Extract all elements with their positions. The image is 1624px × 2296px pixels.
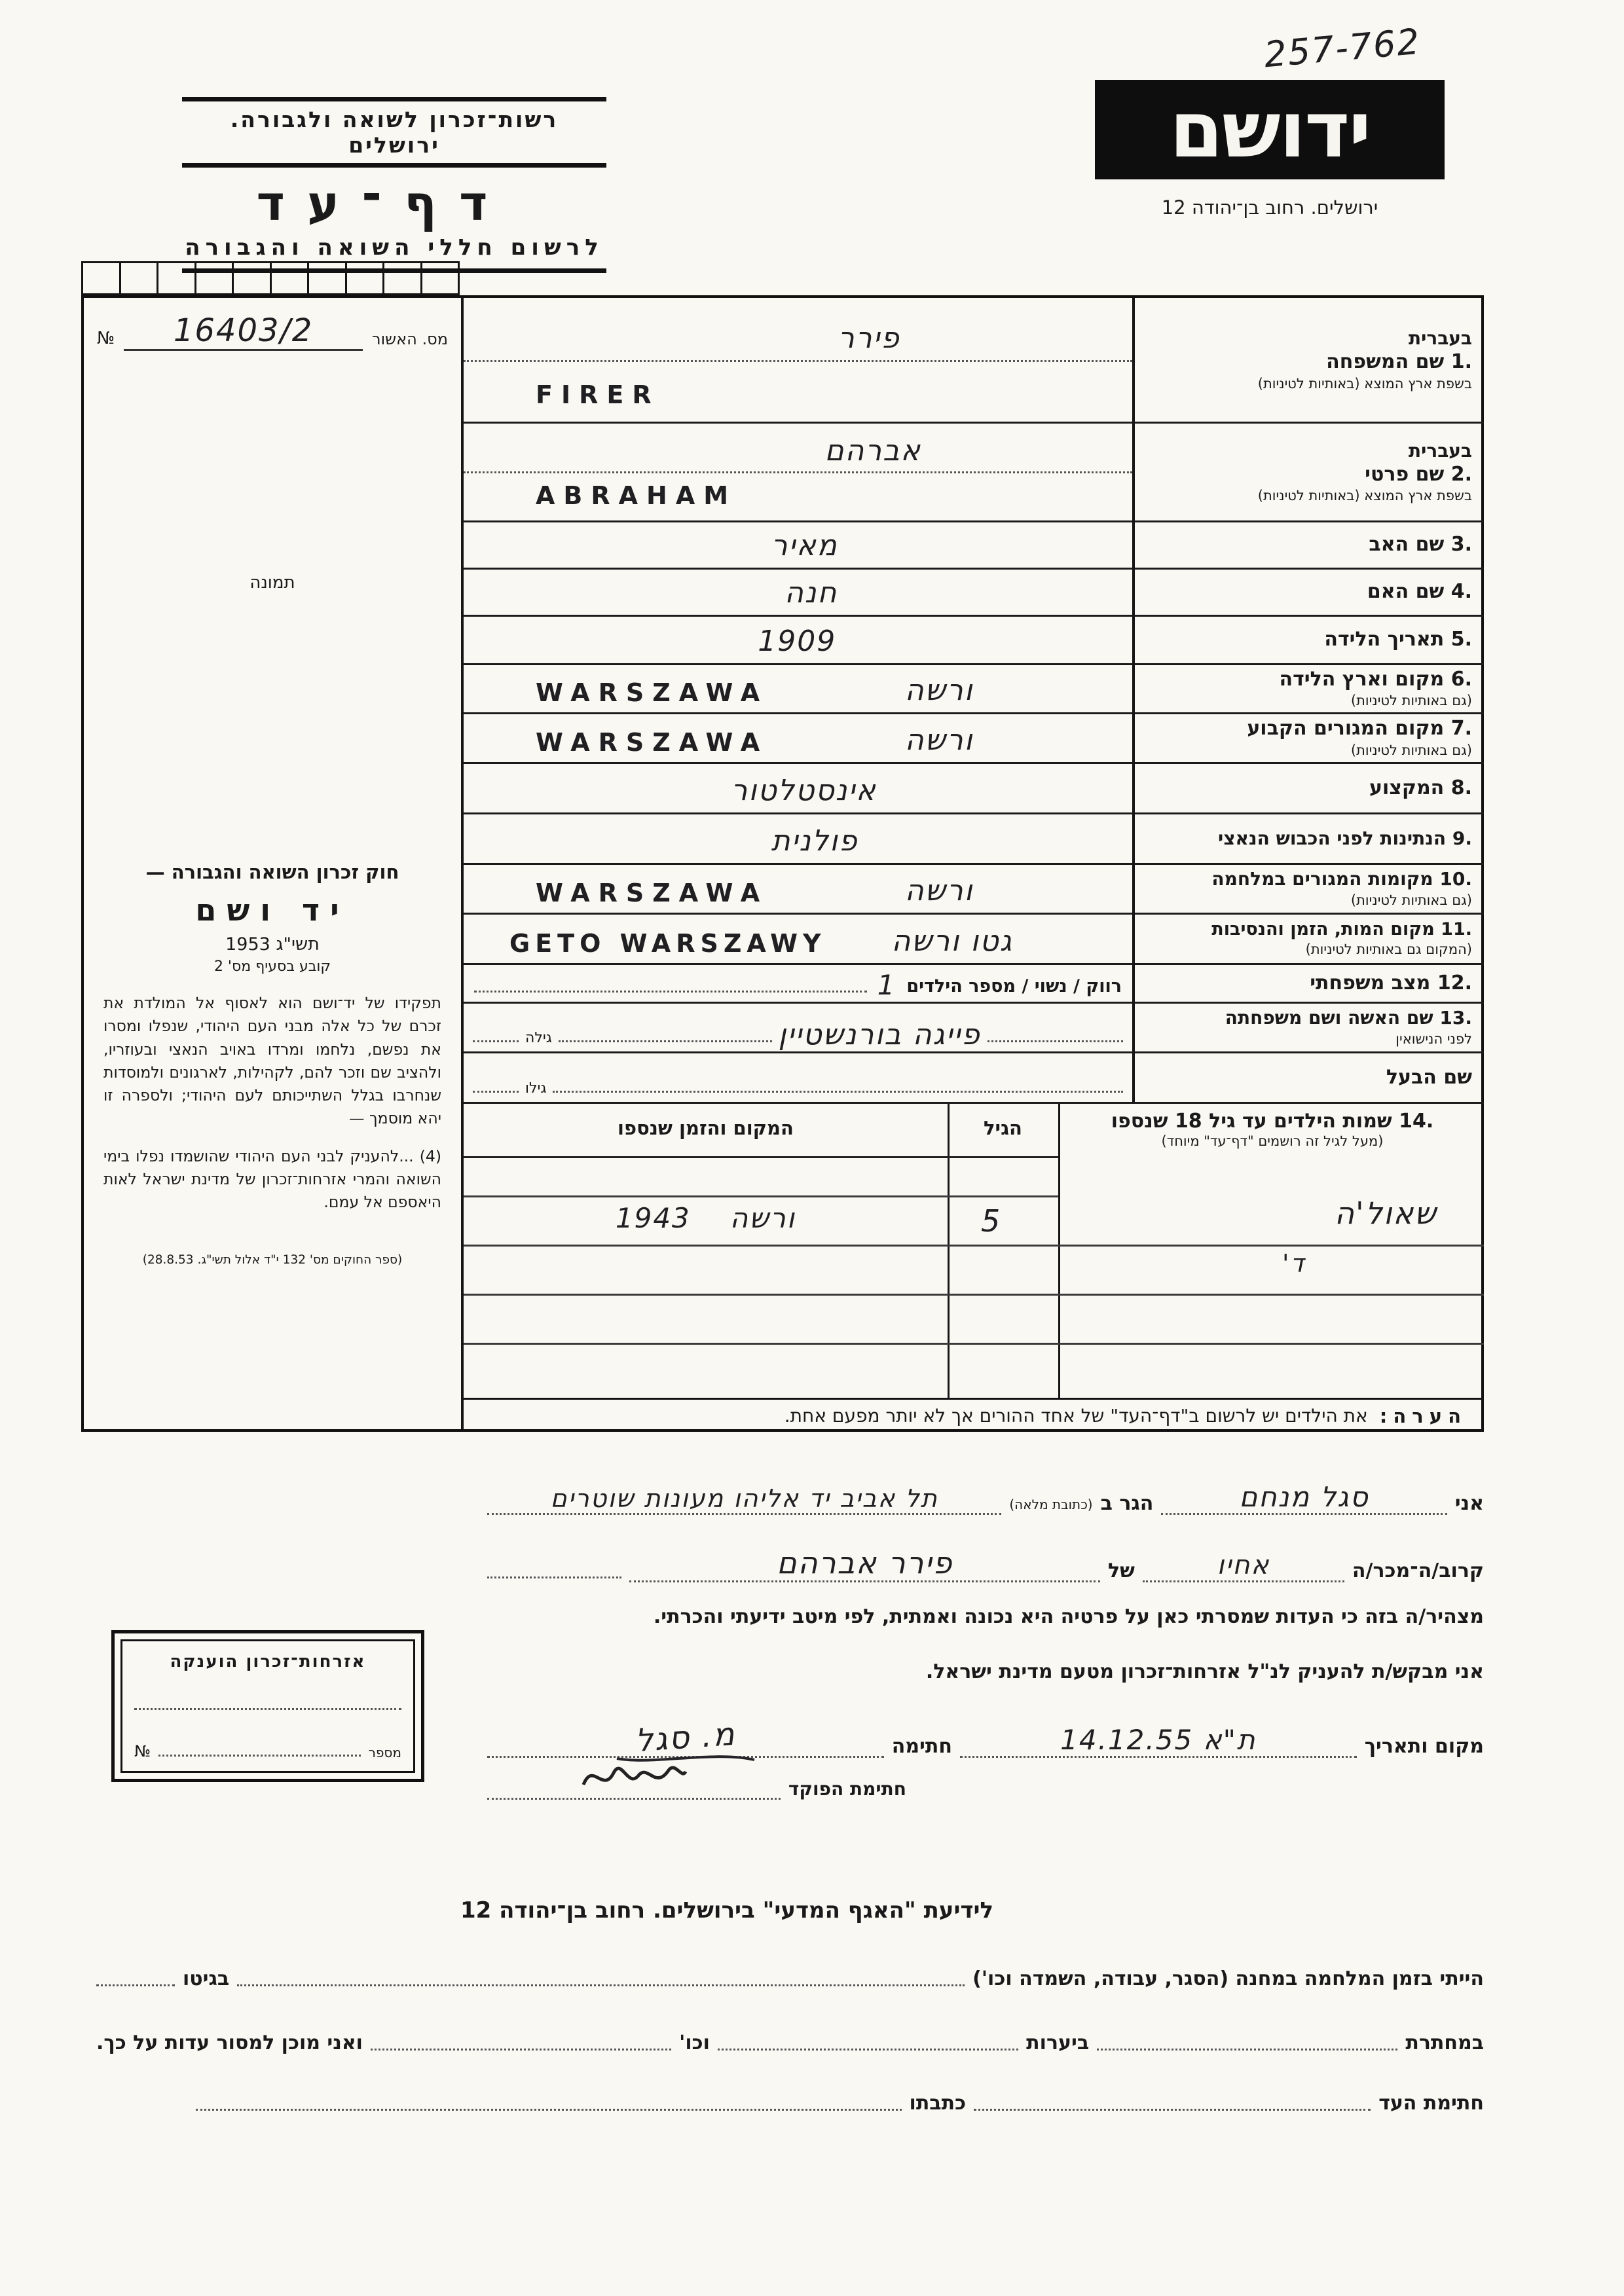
logo-address-line: ירושלים. רחוב בן־יהודה 12 bbox=[1161, 196, 1378, 219]
dotted-line bbox=[473, 1082, 519, 1093]
field-number: 10. bbox=[1439, 868, 1472, 890]
dotted-line bbox=[559, 1031, 772, 1042]
dotted-line bbox=[371, 2030, 671, 2050]
children-row-line bbox=[464, 1245, 1484, 1247]
dotted-line bbox=[1097, 2030, 1397, 2050]
field-label-text: מקום המות, הזמן והנסיבות bbox=[1211, 919, 1435, 940]
witness-name-line bbox=[1161, 1481, 1447, 1515]
field-sublabel: (גם באותיות לטיניות) bbox=[1350, 693, 1472, 709]
children-header-underline bbox=[464, 1156, 1058, 1158]
field-6-label bbox=[1135, 665, 1484, 714]
relation-handwriting: אחיו bbox=[1217, 1550, 1270, 1580]
code-cell bbox=[345, 263, 383, 293]
note-prefix: הערה: bbox=[1379, 1404, 1467, 1427]
field-sublabel: לפני הנישואין bbox=[1395, 1030, 1472, 1047]
related-person-line bbox=[629, 1545, 1100, 1582]
field-12-label bbox=[1135, 965, 1484, 1004]
field-12-answer bbox=[464, 965, 1132, 1004]
code-cell bbox=[307, 263, 345, 293]
child-death-year-handwriting: 1943 bbox=[615, 1202, 691, 1234]
birth-date-handwriting: 1909 bbox=[758, 625, 837, 658]
field-sublabel: (מעל לגיל זה רושמים "דף־עד" מיוחד) bbox=[1161, 1133, 1384, 1149]
dotted-line bbox=[974, 2090, 1371, 2111]
field-8-label bbox=[1135, 764, 1484, 814]
law-title-line4: קובע בסעיף מס' 2 bbox=[213, 958, 331, 975]
yad-vashem-logo bbox=[1095, 80, 1445, 179]
code-strip bbox=[81, 261, 460, 295]
children-age-header: הגיל bbox=[984, 1117, 1022, 1139]
field-label-text: שם האב bbox=[1369, 533, 1445, 556]
grant-box-title: אזרחות־זכרון הוענקה bbox=[170, 1652, 366, 1671]
form-subtitle: לרשום חללי השואה והגבורה bbox=[185, 234, 604, 261]
husband-age-label: גילו bbox=[525, 1080, 547, 1097]
of-label: של bbox=[1108, 1559, 1135, 1582]
field-label-text: שם פרטי bbox=[1365, 462, 1445, 486]
field-2-label bbox=[1135, 424, 1484, 522]
declaration-statement: מצהיר/ה בזה כי העדות שמסרתי כאן על פרטיה היא נכונה ואמתית, לפי מיטב ידיעתי והכרתי. bbox=[653, 1605, 1484, 1628]
certificate-label: מס. האשור bbox=[372, 330, 448, 348]
citizenship-handwriting: פולנית bbox=[771, 824, 858, 858]
ghetto-label: בגיטו bbox=[183, 1967, 230, 1990]
field-8-answer bbox=[464, 764, 1132, 814]
children-row-line bbox=[464, 1195, 1058, 1197]
relation-label: קרוב/ה־מכר/ה bbox=[1352, 1559, 1484, 1582]
child-age-handwriting: 5 bbox=[981, 1203, 1002, 1239]
dotted-line bbox=[553, 1082, 1123, 1093]
field-sublabel: (גם באותיות לטיניות) bbox=[1350, 742, 1472, 758]
field-label-text: תאריך הלידה bbox=[1324, 628, 1445, 651]
law-title-line2: יד ושם bbox=[195, 892, 350, 928]
field-number: 7. bbox=[1450, 717, 1472, 740]
field-7-label bbox=[1135, 714, 1484, 764]
dotted-line bbox=[718, 2030, 1018, 2050]
field-number: 12. bbox=[1437, 971, 1472, 994]
field-label-text: שם האשה ושם משפחתה bbox=[1225, 1007, 1433, 1029]
dotted-line bbox=[474, 981, 867, 993]
death-place-latin-handwriting: GETO WARSZAWY bbox=[509, 929, 826, 958]
children-row-line bbox=[464, 1343, 1484, 1345]
field-sublabel: בשפת ארץ המוצא (באותיות לטיניות) bbox=[1257, 375, 1472, 392]
wife-age-label: גילה bbox=[525, 1030, 552, 1046]
field-number: 5. bbox=[1450, 628, 1472, 651]
underground-label: במחתרת bbox=[1405, 2031, 1484, 2054]
left-column bbox=[84, 298, 461, 1429]
husband-name-label bbox=[1135, 1053, 1484, 1104]
war-residence-latin-handwriting: WARSZAWA bbox=[536, 879, 769, 907]
law-body: תפקידו של יד־ושם הוא לאסוף אל המולדת את זכרם של כל אלה מבני העם היהודי, שנפלו ומסרו את נפשם, נלחמו ומרדו באויב הנאצי ובעוזריו, ולהציב שם וזכר להם, לקהילות, לארגונים ולמוסדות שנחרבו בגלל השתייכותם לעם היהודי; ולספרה זו יהא מוסמך — bbox=[103, 994, 441, 1128]
full-address-note: (כתובת מלאה) bbox=[1009, 1497, 1093, 1512]
witness-address-label: כתבתו bbox=[909, 2091, 967, 2115]
code-cell bbox=[382, 263, 420, 293]
dotted-line bbox=[473, 1031, 519, 1042]
answer-ruling-line bbox=[464, 424, 1132, 473]
field-label-text: הנתינות לפני הכבוש הנאצי bbox=[1218, 827, 1447, 849]
first-name-hebrew-handwriting: אברהם bbox=[824, 434, 921, 467]
field-5-label bbox=[1135, 617, 1484, 665]
children-section bbox=[464, 1104, 1484, 1398]
wife-name-handwriting: פייגה בורנשטיין bbox=[778, 1017, 981, 1051]
field-label-text: מקום וארץ הלידה bbox=[1279, 667, 1445, 691]
registrar-signature-row bbox=[487, 1778, 906, 1800]
related-person-handwriting: פירר אברהם bbox=[776, 1545, 953, 1580]
war-residence-hebrew-handwriting: ורשה bbox=[904, 874, 974, 907]
answers-column bbox=[464, 298, 1132, 1104]
field-number: 1. bbox=[1450, 350, 1472, 374]
field-label-column bbox=[1135, 298, 1484, 1104]
field-label-text: שמות הילדים עד גיל 18 שנספו bbox=[1111, 1110, 1392, 1133]
declaration-request: אני מבקש/ת להעניק לנ"ל אזרחות־זכרון מטעם מדינת ישראל. bbox=[925, 1660, 1484, 1683]
scientific-division-title: לידיעת "האגף המדעי" בירושלים. רחוב בן־יהודה 12 bbox=[460, 1897, 994, 1923]
code-cell bbox=[119, 263, 157, 293]
field-4-answer bbox=[464, 570, 1132, 617]
field-number: 13. bbox=[1439, 1007, 1472, 1029]
hebrew-tag: בעברית bbox=[1408, 439, 1472, 462]
registrar-label: חתימת הפוקד bbox=[788, 1778, 906, 1800]
profession-handwriting: אינסטלטור bbox=[731, 774, 877, 807]
field-label-text: מצב משפחתי bbox=[1310, 971, 1431, 994]
field-label-text: המקצוע bbox=[1369, 776, 1445, 799]
certificate-number-row bbox=[84, 298, 461, 351]
field-label-text: שם האם bbox=[1367, 580, 1445, 604]
grant-numero-sign: № bbox=[134, 1741, 151, 1760]
children-age-col-line bbox=[948, 1104, 950, 1398]
code-cell bbox=[194, 263, 232, 293]
field-label-text: שם המשפחה bbox=[1326, 350, 1445, 374]
code-cell bbox=[420, 263, 458, 293]
witness-address-line bbox=[487, 1484, 1001, 1515]
footer-line-witness-signature bbox=[96, 2090, 1484, 2115]
corner-number-handwriting: 257-762 bbox=[1262, 20, 1422, 76]
residence-latin-handwriting: WARSZAWA bbox=[536, 728, 769, 757]
footer-line-camp bbox=[96, 1965, 1484, 1990]
field-label-text: מקומות המגורים במלחמה bbox=[1211, 868, 1433, 890]
grant-number-label: מספר bbox=[368, 1744, 401, 1760]
dotted-line bbox=[134, 1700, 401, 1711]
field-number: 8. bbox=[1450, 776, 1472, 799]
field-number: 9. bbox=[1452, 827, 1472, 849]
witness-address-handwriting: תל אביב יד אליהו מעונות שוטרים bbox=[550, 1484, 938, 1513]
field-13-label bbox=[1135, 1004, 1484, 1053]
grant-box-inner bbox=[120, 1639, 415, 1773]
mother-name-handwriting: חנה bbox=[784, 576, 838, 610]
field-1-label bbox=[1135, 298, 1484, 424]
header-rule-top bbox=[182, 97, 606, 101]
children-row-line bbox=[464, 1294, 1484, 1296]
memorial-authority-line: רשות־זכרון לשואה ולגבורה. ירושלים bbox=[230, 107, 559, 158]
camp-label: הייתי בזמן המלחמה במחנה (הסגר, עבודה, השמדה וכו') bbox=[972, 1967, 1484, 1990]
children-names-col-line bbox=[1058, 1104, 1060, 1398]
answer-ruling-line bbox=[464, 298, 1132, 362]
field-sublabel: (גם באותיות לטיניות) bbox=[1350, 892, 1472, 908]
child-name-handwriting: שאול'ה bbox=[1335, 1195, 1437, 1231]
law-title-line3: תשי"ג 1953 bbox=[225, 934, 320, 955]
father-name-handwriting: מאיר bbox=[771, 529, 838, 562]
forests-label: ביערות bbox=[1026, 2031, 1090, 2054]
field-number: 11. bbox=[1441, 919, 1472, 940]
place-date-line bbox=[960, 1724, 1357, 1758]
field-11-answer bbox=[464, 915, 1132, 965]
field-3-label bbox=[1135, 522, 1484, 570]
code-cell bbox=[83, 263, 119, 293]
photo-label: תמונה bbox=[249, 573, 295, 592]
witness-name-handwriting: סגל מנחם bbox=[1239, 1481, 1369, 1513]
field-number: 3. bbox=[1450, 533, 1472, 556]
ready-to-testify-label: ואני מוכן למסור עדות על כך. bbox=[96, 2031, 363, 2054]
header-title-block bbox=[182, 97, 606, 273]
note-text: את הילדים יש לרשום ב"דף־העד" של אחד ההורים אך לא יותר מפעם אחת. bbox=[784, 1405, 1368, 1427]
registrar-signature-scribble bbox=[578, 1756, 690, 1798]
husband-answer-row bbox=[464, 1053, 1132, 1104]
child-place-entry bbox=[464, 1202, 948, 1234]
field-5-answer bbox=[464, 617, 1132, 665]
dotted-line bbox=[237, 1965, 965, 1986]
law-title-line1: חוק זכרון השואה והגבורה — bbox=[145, 861, 399, 883]
code-cell bbox=[157, 263, 194, 293]
field-sublabel: (המקום גם באותיות לטיניות) bbox=[1305, 941, 1472, 958]
birth-place-hebrew-handwriting: ורשה bbox=[904, 674, 974, 707]
hebrew-tag: בעברית bbox=[1408, 327, 1472, 350]
field-number: 4. bbox=[1450, 580, 1472, 604]
field-number: 2. bbox=[1450, 462, 1472, 486]
children-place-header: המקום והזמן שנספו bbox=[618, 1117, 794, 1139]
dotted-line bbox=[987, 1031, 1123, 1042]
marital-status-options: רווק / נשוי / מספר הילדים bbox=[906, 976, 1122, 996]
field-6-answer bbox=[464, 665, 1132, 714]
i-label: אני bbox=[1454, 1492, 1484, 1515]
field-14-label bbox=[1066, 1110, 1479, 1150]
place-date-handwriting: ת"א 14.12.55 bbox=[1060, 1724, 1257, 1756]
field-1-answer bbox=[464, 298, 1132, 424]
field-sublabel: בשפת ארץ המוצא (באותיות לטיניות) bbox=[1257, 488, 1472, 504]
family-name-hebrew-handwriting: פירר bbox=[838, 321, 900, 355]
footer-line-underground bbox=[96, 2030, 1484, 2054]
field-label-text: מקום המגורים הקבוע bbox=[1247, 717, 1445, 740]
field-number: 14. bbox=[1399, 1110, 1434, 1133]
field-9-label bbox=[1135, 814, 1484, 865]
code-cell bbox=[270, 263, 308, 293]
field-label-text: שם הבעל bbox=[1386, 1065, 1472, 1089]
signature-label: חתימה bbox=[891, 1735, 952, 1758]
witness-signature-handwriting: מ. סגל bbox=[634, 1715, 737, 1760]
law-block bbox=[84, 861, 461, 1267]
note-row bbox=[464, 1398, 1484, 1429]
death-place-hebrew-handwriting: גטו ורשה bbox=[891, 924, 1013, 958]
dotted-line bbox=[487, 1558, 621, 1579]
family-name-latin-handwriting: FIRER bbox=[536, 380, 660, 409]
field-10-label bbox=[1135, 865, 1484, 915]
certificate-line bbox=[124, 312, 363, 351]
certificate-number-handwriting: 16403/2 bbox=[173, 312, 314, 349]
field-4-label bbox=[1135, 570, 1484, 617]
header-rule-mid bbox=[182, 163, 606, 168]
registrar-signature-line bbox=[487, 1798, 781, 1800]
field-13-answer bbox=[464, 1004, 1132, 1053]
field-10-answer bbox=[464, 865, 1132, 915]
relation-line bbox=[1143, 1550, 1344, 1582]
child-death-place-handwriting: ורשה bbox=[729, 1202, 796, 1234]
numero-sign: № bbox=[97, 329, 115, 348]
resides-label: הגר ב bbox=[1100, 1492, 1154, 1515]
yad-vashem-logo-text: ידושם bbox=[1169, 84, 1371, 175]
etc-label: וכו' bbox=[679, 2031, 710, 2054]
declaration-line-1 bbox=[487, 1481, 1484, 1515]
field-number: 6. bbox=[1450, 667, 1472, 691]
grant-box-number-row bbox=[134, 1742, 401, 1760]
dotted-line bbox=[96, 1965, 175, 1986]
law-footnote: (ספר החוקים מס' 132 י"ד אלול תשי"ג. 28.8.53) bbox=[142, 1253, 403, 1267]
field-11-label bbox=[1135, 915, 1484, 965]
children-count-handwriting: 1 bbox=[877, 969, 896, 1002]
declaration-line-2 bbox=[487, 1545, 1484, 1582]
form-title: דף־עד bbox=[256, 175, 510, 232]
declaration-line-signature bbox=[487, 1715, 1484, 1760]
residence-hebrew-handwriting: ורשה bbox=[904, 723, 974, 757]
field-9-answer bbox=[464, 814, 1132, 865]
dotted-line bbox=[196, 2090, 902, 2111]
memorial-citizenship-grant-box bbox=[111, 1630, 424, 1782]
law-clause: (4) ...להעניק לבני העם היהודי שהושמדו נפלו בימי השואה והמרי אזרחות־זכרון של מדינת ישראל לאות היאספם אל עמם. bbox=[103, 1146, 441, 1211]
witness-signature-label: חתימת העד bbox=[1378, 2091, 1484, 2115]
birth-place-latin-handwriting: WARSZAWA bbox=[536, 678, 769, 707]
first-name-latin-handwriting: ABRAHAM bbox=[536, 481, 737, 510]
field-3-answer bbox=[464, 522, 1132, 570]
signature-line bbox=[487, 1715, 884, 1760]
code-cell bbox=[232, 263, 270, 293]
field-7-answer bbox=[464, 714, 1132, 764]
place-date-label: מקום ותאריך bbox=[1364, 1735, 1484, 1758]
child-name-second-line-handwriting: ד' bbox=[1282, 1249, 1306, 1278]
dotted-line bbox=[158, 1745, 361, 1757]
main-form-table bbox=[81, 295, 1484, 1432]
field-2-answer bbox=[464, 424, 1132, 522]
